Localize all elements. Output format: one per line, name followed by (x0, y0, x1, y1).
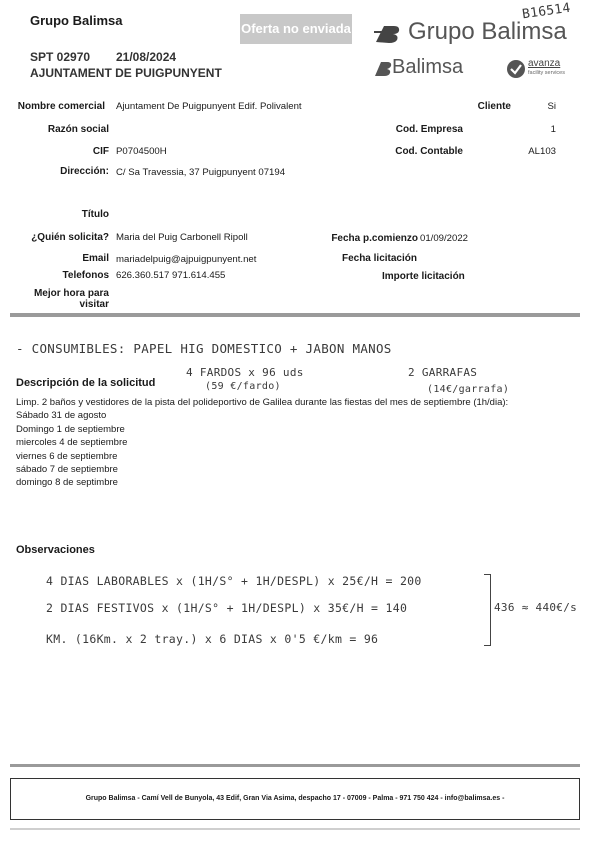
description-line: Sábado 31 de agosto (16, 410, 107, 422)
handwritten-total: 436 ≈ 440€/s (494, 601, 578, 614)
value-telefonos: 626.360.517 971.614.455 (116, 270, 226, 281)
client-heading: AJUNTAMENT DE PUIGPUNYENT (30, 66, 222, 80)
handwritten-garrafa-price: (14€/garrafa) (427, 384, 510, 395)
description-line: Domingo 1 de septiembre (16, 423, 125, 435)
label-razon-social: Razón social (47, 124, 109, 135)
company-name: Grupo Balimsa (30, 13, 123, 28)
label-direccion: Dirección: (60, 166, 109, 177)
label-mejor-hora: Mejor hora para visitar (33, 288, 109, 310)
label-telefonos: Telefonos (62, 270, 109, 281)
request-date: 21/08/2024 (116, 50, 177, 64)
handwritten-calc-km: KM. (16Km. x 2 tray.) x 6 DIAS x 0'5 €/km = 96 (46, 632, 379, 646)
offer-status-badge: Oferta no enviada (240, 14, 352, 44)
value-direccion: C/ Sa Travessia, 37 Puigpunyent 07194 (116, 167, 286, 178)
value-cif: P0704500H (116, 146, 167, 157)
observations-title: Observaciones (16, 544, 95, 556)
footer-box (10, 778, 580, 820)
value-cod-empresa: 1 (550, 124, 556, 135)
description-title: Descripción de la solicitud (16, 377, 156, 389)
description-line: sábado 7 de septiembre (16, 464, 118, 476)
value-email: mariadelpuig@ajpuigpunyent.net (116, 254, 257, 265)
label-importe-licitacion: Importe licitación (382, 271, 465, 282)
value-cliente: Si (547, 101, 556, 112)
logo-text-avanza: avanza (528, 58, 561, 69)
balimsa-logo-icon (372, 60, 394, 78)
spt-number: SPT 02970 (30, 50, 91, 64)
description-line: viernes 6 de septiembre (16, 450, 118, 462)
description-line: miercoles 4 de septiembre (16, 437, 128, 449)
footer-divider (10, 764, 580, 767)
handwritten-consumables: - CONSUMIBLES: PAPEL HIG DOMESTICO + JABON MANOS (16, 341, 392, 356)
label-fecha-licitacion: Fecha licitación (341, 253, 417, 264)
label-email: Email (82, 253, 109, 264)
label-fecha-comienzo: Fecha p.comienzo (331, 233, 418, 244)
footer-address: Grupo Balimsa - Camí Vell de Bunyola, 43 Edif, Gran Via Asima, despacho 17 - 07009 - Palma - 971 750 424 - info@balimsa.es - (85, 795, 505, 802)
label-cod-empresa: Cod. Empresa (395, 124, 463, 135)
handwritten-fardo-price: (59 €/fardo) (205, 381, 281, 392)
handwritten-reference: B16514 (521, 0, 572, 23)
label-cod-contable: Cod. Contable (395, 146, 463, 157)
avanza-check-icon (507, 60, 525, 78)
logo-text-balimsa: Balimsa (392, 56, 464, 78)
label-cliente: Cliente (477, 101, 511, 112)
label-quien-solicita: ¿Quién solicita? (31, 232, 109, 243)
label-nombre-comercial: Nombre comercial (17, 101, 105, 112)
logo-text-main: Grupo Balimsa (408, 18, 567, 45)
description-line: domingo 8 de septimbre (16, 477, 118, 489)
handwritten-calc-festivos: 2 DIAS FESTIVOS x (1H/S° + 1H/DESPL) x 35€/H = 140 (46, 601, 408, 615)
value-quien-solicita: Maria del Puig Carbonell Ripoll (116, 232, 248, 243)
section-divider-top (10, 313, 580, 317)
grupo-balimsa-logo-icon (372, 22, 404, 46)
label-titulo: Título (81, 209, 109, 220)
value-cod-contable: AL103 (528, 146, 556, 157)
handwritten-calc-laborables: 4 DIAS LABORABLES x (1H/S° + 1H/DESPL) x 25€/H = 200 (46, 574, 422, 588)
value-nombre-comercial: Ajuntament De Puigpunyent Edif. Polivalent (116, 101, 302, 112)
handwritten-bracket (484, 574, 491, 646)
footer-bottom-rule (10, 828, 580, 830)
description-body (16, 396, 576, 490)
label-cif: CIF (92, 146, 109, 157)
handwritten-fardos: 4 FARDOS x 96 uds (186, 366, 304, 379)
logo-text-avanza-sub: facility services (528, 70, 565, 76)
value-fecha-comienzo: 01/09/2022 (420, 233, 469, 244)
handwritten-garrafas: 2 GARRAFAS (408, 366, 478, 379)
description-line: Limp. 2 baños y vestidores de la pista del polideportivo de Galilea durante las fiestas del mes de septiembre (1h/dia): (16, 397, 509, 408)
